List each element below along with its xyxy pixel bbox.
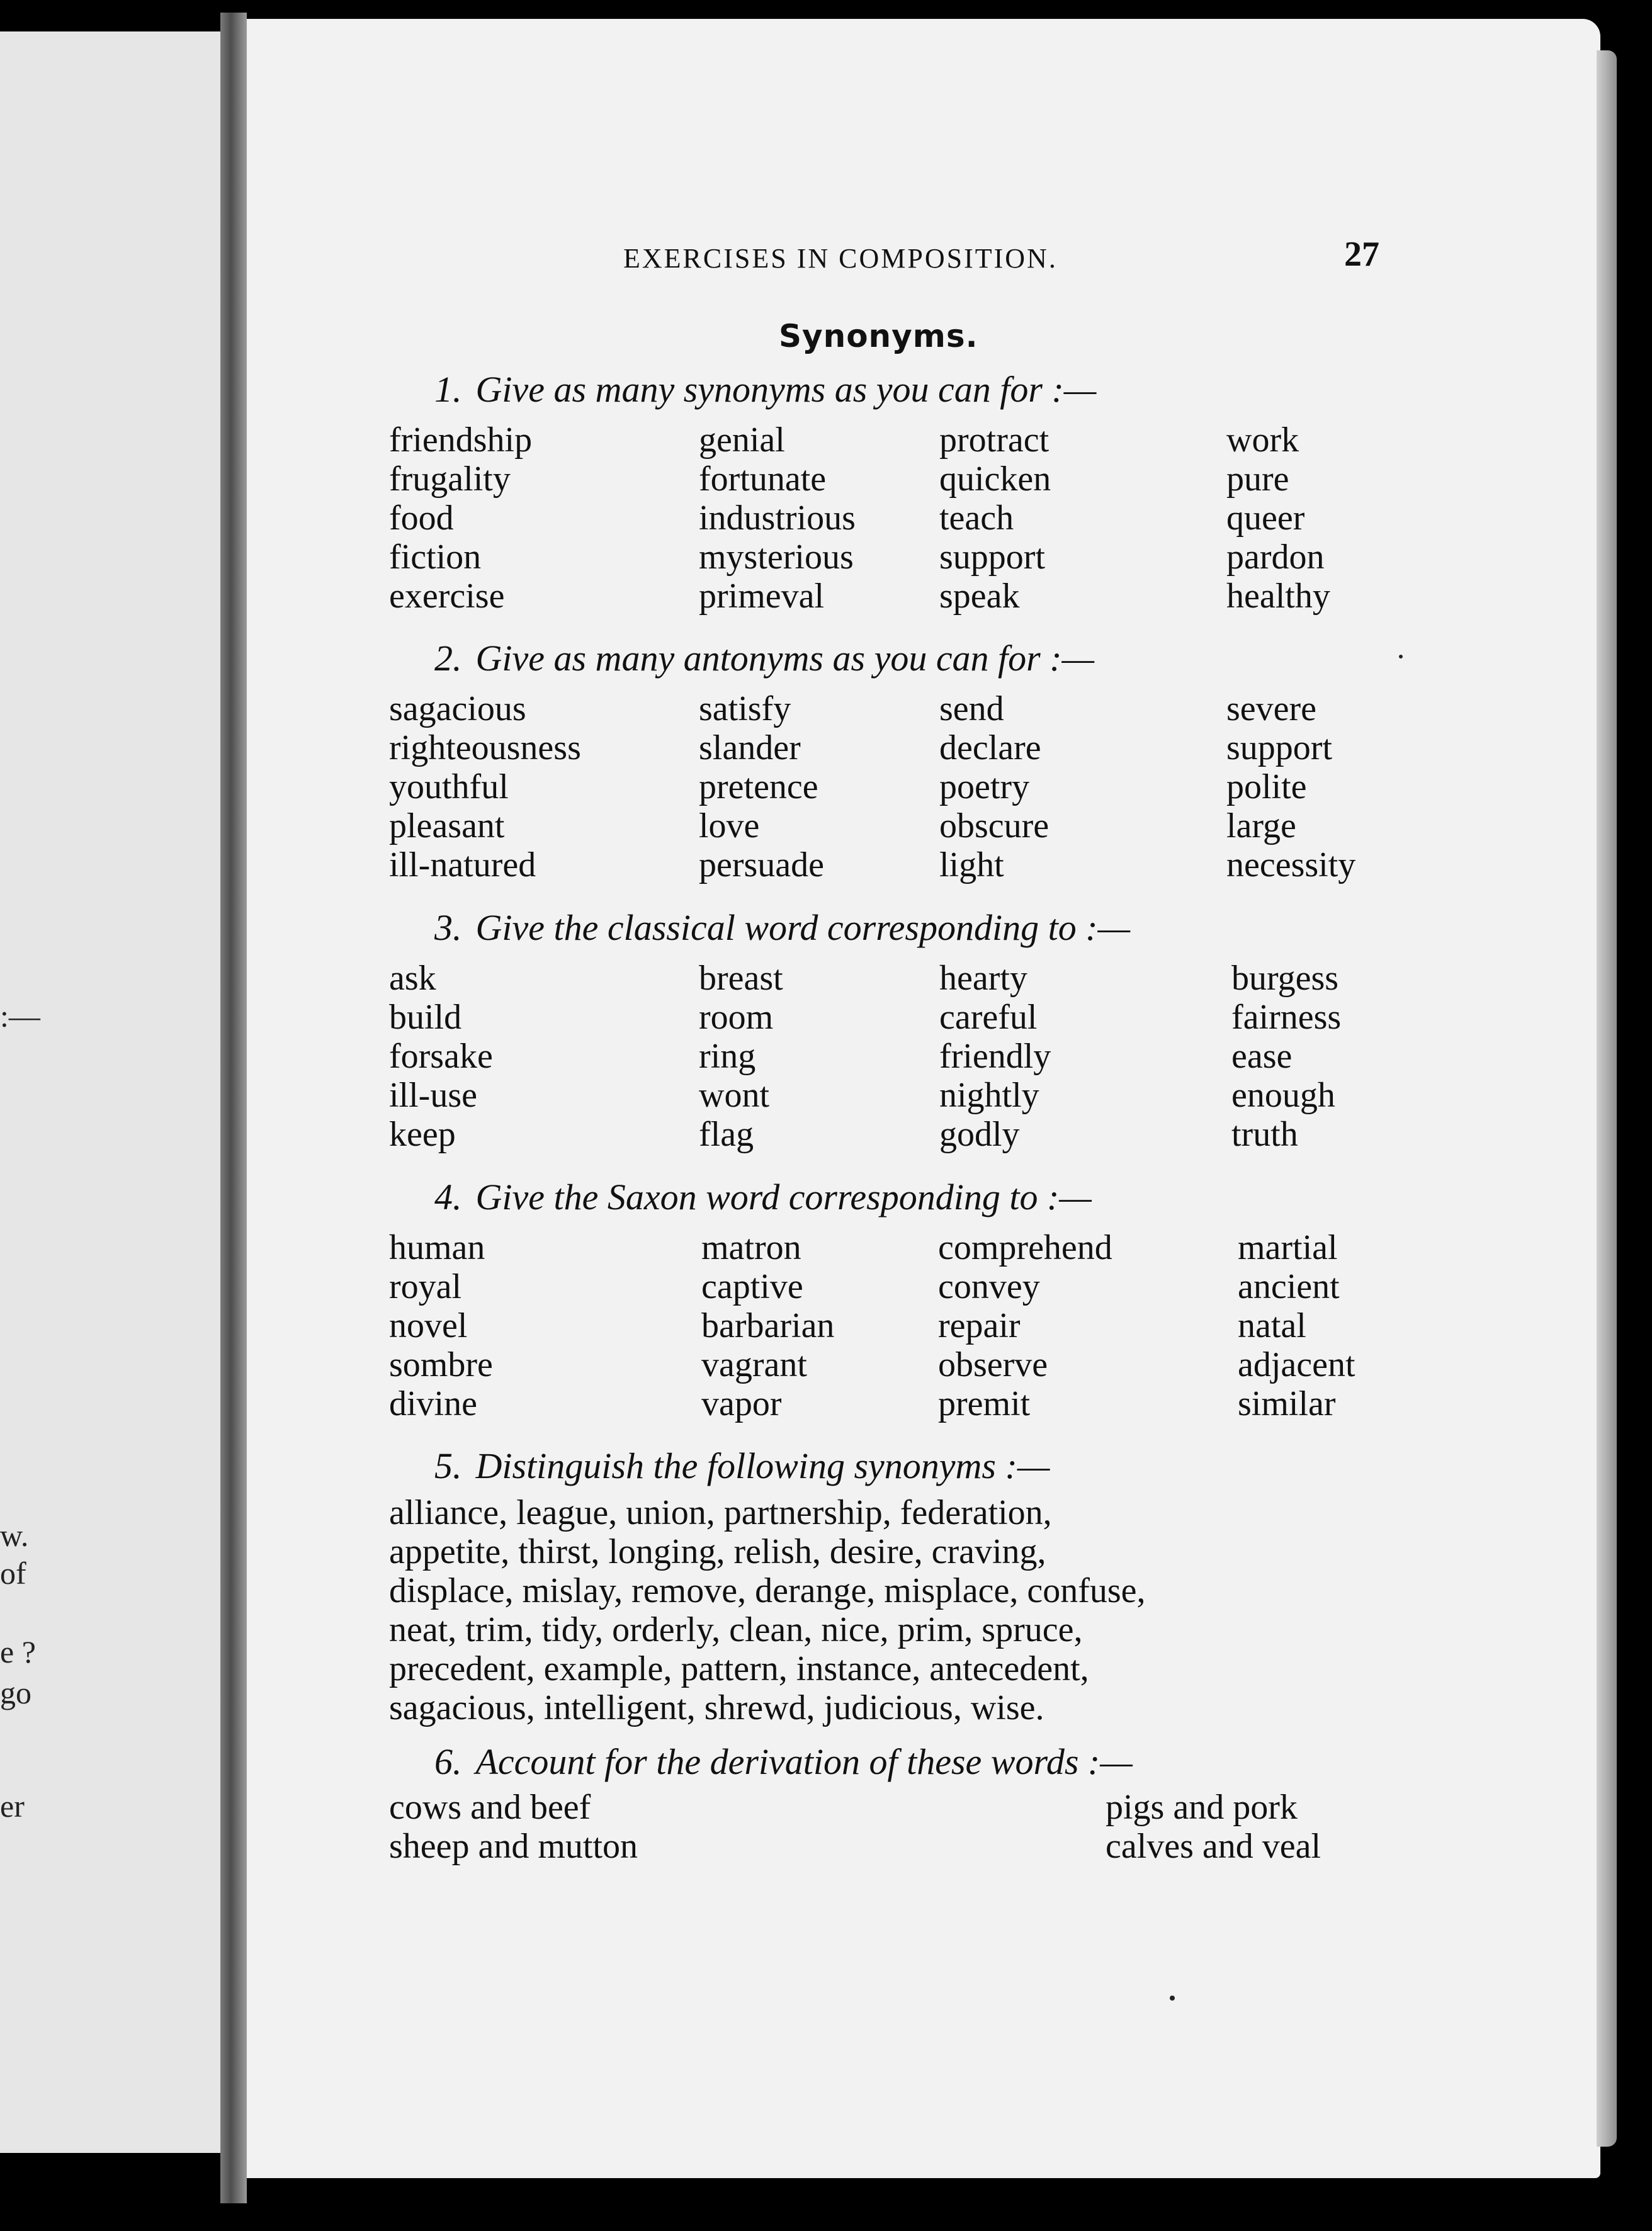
word-cell: mysterious: [699, 538, 854, 577]
word-cell: cows and beef: [389, 1788, 591, 1827]
word-cell: pretence: [699, 767, 818, 806]
word-cell: large: [1226, 806, 1296, 845]
word-cell: healthy: [1226, 577, 1330, 616]
table-row: [389, 421, 1396, 460]
word-cell: flag: [699, 1115, 754, 1154]
table-row: [389, 845, 1396, 884]
word-cell: frugality: [389, 460, 511, 499]
margin-fragment: er: [0, 1788, 25, 1824]
word-cell: wont: [699, 1076, 769, 1115]
word-cell: captive: [701, 1267, 803, 1306]
table-row: [389, 689, 1396, 728]
word-cell: industrious: [699, 499, 856, 538]
word-cell: food: [389, 499, 454, 538]
table-row: [389, 1306, 1396, 1345]
word-cell: quicken: [939, 460, 1051, 499]
word-cell: room: [699, 998, 774, 1037]
word-cell: obscure: [939, 806, 1049, 845]
word-cell: friendship: [389, 421, 533, 460]
word-cell: teach: [939, 499, 1014, 538]
word-table: [389, 689, 1396, 884]
exercise-heading: [434, 637, 1094, 679]
word-cell: burgess: [1231, 959, 1339, 998]
word-cell: similar: [1238, 1384, 1336, 1423]
synonym-line: appetite, thirst, longing, relish, desire, craving,: [389, 1532, 1046, 1571]
word-cell: send: [939, 689, 1004, 728]
word-cell: comprehend: [938, 1228, 1112, 1267]
word-cell: necessity: [1226, 845, 1356, 884]
exercise-heading: [434, 368, 1096, 410]
word-cell: build: [389, 998, 462, 1037]
word-cell: exercise: [389, 577, 505, 616]
word-cell: sagacious: [389, 689, 526, 728]
word-cell: divine: [389, 1384, 477, 1423]
word-cell: adjacent: [1238, 1345, 1355, 1384]
exercise-number: 1.: [434, 369, 462, 410]
margin-fragment: w.: [0, 1518, 29, 1553]
exercise-instruction: Give the Saxon word corresponding to :—: [475, 1177, 1092, 1217]
table-row: [389, 1788, 1396, 1827]
word-cell: godly: [939, 1115, 1020, 1154]
exercise-heading: [434, 1445, 1049, 1487]
exercise-number: 2.: [434, 638, 462, 679]
word-cell: declare: [939, 728, 1041, 767]
ink-speck: [1399, 655, 1403, 658]
word-cell: premit: [938, 1384, 1031, 1423]
word-cell: satisfy: [699, 689, 791, 728]
word-cell: hearty: [939, 959, 1027, 998]
word-cell: natal: [1238, 1306, 1306, 1345]
exercise-number: 5.: [434, 1445, 462, 1486]
word-cell: enough: [1231, 1076, 1335, 1115]
ink-speck: [1170, 1996, 1175, 2001]
synonym-line: sagacious, intelligent, shrewd, judicious, wise.: [389, 1688, 1044, 1727]
synonym-line: alliance, league, union, partnership, federation,: [389, 1493, 1052, 1532]
table-row: [389, 538, 1396, 577]
word-cell: ill-natured: [389, 845, 536, 884]
page-number: 27: [1344, 235, 1379, 274]
word-cell: love: [699, 806, 760, 845]
word-cell: work: [1226, 421, 1299, 460]
word-cell: primeval: [699, 577, 825, 616]
word-cell: fiction: [389, 538, 482, 577]
table-row: [389, 577, 1396, 616]
exercise-instruction: Give the classical word corresponding to :—: [475, 907, 1131, 948]
word-cell: convey: [938, 1267, 1040, 1306]
margin-fragment: :—: [0, 998, 40, 1034]
word-cell: royal: [389, 1267, 462, 1306]
word-cell: youthful: [389, 767, 509, 806]
word-cell: ease: [1231, 1037, 1293, 1076]
table-row: [389, 1228, 1396, 1267]
word-cell: sheep and mutton: [389, 1827, 638, 1866]
exercise-number: 6.: [434, 1741, 462, 1782]
word-cell: support: [1226, 728, 1332, 767]
left-page-edge: [0, 31, 220, 2153]
exercise-instruction: Account for the derivation of these words :—: [475, 1741, 1133, 1782]
word-cell: slander: [699, 728, 801, 767]
running-head: EXERCISES IN COMPOSITION.: [623, 243, 1058, 274]
word-cell: pardon: [1226, 538, 1325, 577]
word-cell: sombre: [389, 1345, 493, 1384]
word-cell: vagrant: [701, 1345, 807, 1384]
exercise-instruction: Give as many antonyms as you can for :—: [475, 638, 1095, 679]
table-row: [389, 1345, 1396, 1384]
word-cell: polite: [1226, 767, 1307, 806]
word-cell: barbarian: [701, 1306, 835, 1345]
exercise-heading: [434, 1741, 1133, 1783]
word-cell: severe: [1226, 689, 1317, 728]
exercise-instruction: Distinguish the following synonyms :—: [475, 1445, 1050, 1486]
word-cell: pleasant: [389, 806, 505, 845]
table-row: [389, 499, 1396, 538]
word-cell: novel: [389, 1306, 468, 1345]
word-cell: truth: [1231, 1115, 1298, 1154]
table-row: [389, 806, 1396, 845]
word-cell: ancient: [1238, 1267, 1340, 1306]
word-cell: ill-use: [389, 1076, 477, 1115]
table-row: [389, 1384, 1396, 1423]
table-row: [389, 767, 1396, 806]
word-cell: friendly: [939, 1037, 1051, 1076]
word-cell: pure: [1226, 460, 1289, 499]
synonym-line: displace, mislay, remove, derange, misplace, confuse,: [389, 1571, 1146, 1610]
exercise-number: 3.: [434, 907, 462, 948]
word-cell: righteousness: [389, 728, 581, 767]
word-cell: support: [939, 538, 1045, 577]
table-row: [389, 1076, 1396, 1115]
word-cell: ask: [389, 959, 436, 998]
word-cell: light: [939, 845, 1004, 884]
word-cell: fairness: [1231, 998, 1342, 1037]
word-table: [389, 1788, 1396, 1866]
word-table: [389, 1228, 1396, 1423]
exercise-number: 4.: [434, 1177, 462, 1217]
word-cell: calves and veal: [1106, 1827, 1321, 1866]
exercise-instruction: Give as many synonyms as you can for :—: [475, 369, 1097, 410]
table-row: [389, 1827, 1396, 1866]
table-row: [389, 998, 1396, 1037]
margin-fragment: of: [0, 1556, 26, 1591]
book-gutter: [220, 13, 247, 2203]
exercise-heading: [434, 1176, 1092, 1218]
word-cell: speak: [939, 577, 1020, 616]
table-row: [389, 1267, 1396, 1306]
word-cell: persuade: [699, 845, 825, 884]
word-cell: martial: [1238, 1228, 1338, 1267]
margin-fragment: go: [0, 1675, 31, 1710]
synonym-line: precedent, example, pattern, instance, antecedent,: [389, 1649, 1089, 1688]
word-cell: genial: [699, 421, 785, 460]
word-cell: nightly: [939, 1076, 1039, 1115]
table-row: [389, 1037, 1396, 1076]
word-table: [389, 959, 1396, 1154]
word-cell: protract: [939, 421, 1049, 460]
word-cell: careful: [939, 998, 1038, 1037]
word-cell: repair: [938, 1306, 1021, 1345]
table-row: [389, 959, 1396, 998]
word-cell: keep: [389, 1115, 456, 1154]
synonym-line: neat, trim, tidy, orderly, clean, nice, prim, spruce,: [389, 1610, 1083, 1649]
word-cell: vapor: [701, 1384, 782, 1423]
table-row: [389, 1115, 1396, 1154]
margin-fragment: e ?: [0, 1634, 36, 1669]
word-cell: breast: [699, 959, 783, 998]
exercise-heading: [434, 907, 1130, 949]
synonym-paragraph: [389, 1493, 1145, 1727]
table-row: [389, 728, 1396, 767]
word-cell: matron: [701, 1228, 801, 1267]
word-table: [389, 421, 1396, 616]
table-row: [389, 460, 1396, 499]
word-cell: poetry: [939, 767, 1030, 806]
word-cell: forsake: [389, 1037, 493, 1076]
word-cell: fortunate: [699, 460, 827, 499]
word-cell: human: [389, 1228, 485, 1267]
word-cell: ring: [699, 1037, 756, 1076]
page-edge-shadow: [1597, 50, 1617, 2147]
word-cell: queer: [1226, 499, 1305, 538]
section-title: Synonyms.: [779, 318, 978, 354]
word-cell: observe: [938, 1345, 1048, 1384]
word-cell: pigs and pork: [1106, 1788, 1298, 1827]
